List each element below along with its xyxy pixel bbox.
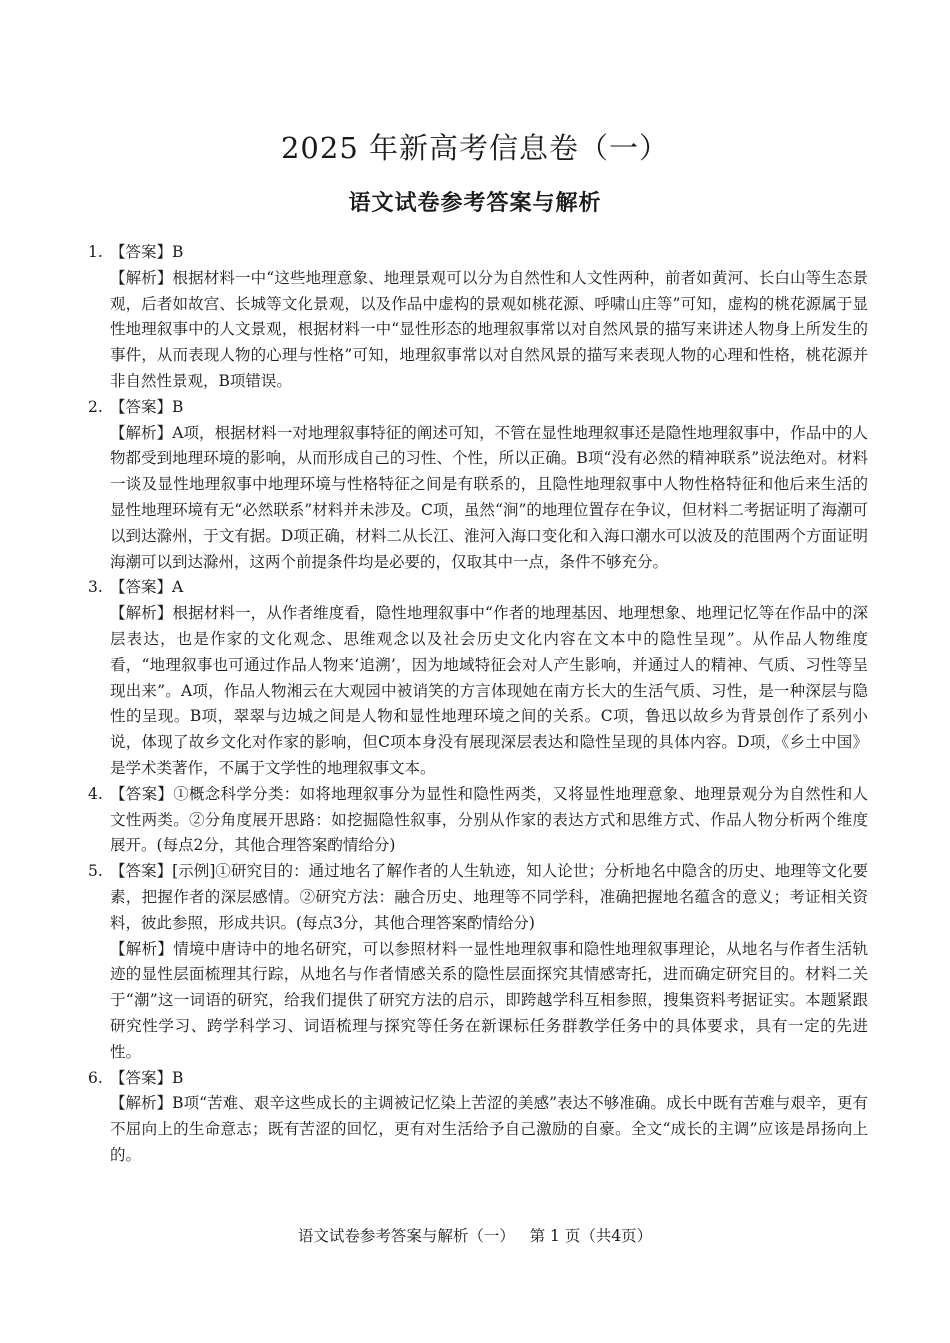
answer-text: 【答案】①概念科学分类：如将地理叙事分为显性和隐性两类，又将显性地理意象、地理景观分为自然性和人文性两类。②分角度展开思路：如挖掘隐性叙事，分别从作家的表达方式和思维方式、作品人物分析两个维度展开。(每点2分，其他合理答案酌情给分) xyxy=(110,784,868,855)
question-3 xyxy=(88,575,868,781)
question-number: 6. xyxy=(88,1068,103,1087)
analysis-text: 【解析】根据材料一，从作者维度看，隐性地理叙事中“作者的地理基因、地理想象、地理记忆等在作品中的深层表达，也是作家的文化观念、思维观念以及社会历史文化内容在文本中的隐性呈现”。从作品人物维度看，“地理叙事也可通过作品人物来‘追溯’，因为地域特征会对人产生影响，并通过人的精神、气质、习性等呈现出来”。A项，作品人物湘云在大观园中被诮笑的方言体现她在南方长大的生活气质、习性，是一种深层与隐性的呈现。B项，翠翠与边城之间是人物和显性地理环境之间的关系。C项，鲁迅以故乡为背景创作了系列小说，体现了故乡文化对作家的影响，但C项本身没有展现深层表达和隐性呈现的具体内容。D项，《乡土中国》是学术类著作，不属于文学性的地理叙事文本。 xyxy=(110,604,868,777)
analysis-text: 【解析】A项，根据材料一对地理叙事特征的阐述可知，不管在显性地理叙事还是隐性地理叙事中，作品中的人物都受到地理环境的影响，从而形成自己的习性、个性，所以正确。B项“没有必然的精神联系”说法绝对。材料一谈及显性地理叙事中地理环境与性格特征之间是有联系的，且隐性地理叙事中人物性格特征和他后来生活的显性地理环境有无“必然联系”材料并未涉及。C项，虽然“涧”的地理位置存在争议，但材料二考据证明了海潮可以到达滁州，于文有据。D项正确，材料二从长江、淮河入海口变化和入海口潮水可以波及的范围两个方面证明海潮可以到达滁州，这两个前提条件均是必要的，仅取其中一点，条件不够充分。 xyxy=(110,423,868,571)
question-number: 2. xyxy=(88,397,103,416)
question-number: 1. xyxy=(88,243,103,261)
question-1 xyxy=(88,240,868,395)
question-2 xyxy=(88,395,868,576)
analysis-text: 【解析】根据材料一中“这些地理意象、地理景观可以分为自然性和人文性两种，前者如黄河、长白山等生态景观，后者如故宫、长城等文化景观，以及作品中虚构的景观如桃花源、呼啸山庄等”可知，虚构的桃花源属于显性地理叙事中的人文景观，根据材料一中“显性形态的地理叙事常以对自然风景的描写来讲述人物身上所发生的事件，从而表现人物的心理与性格”可知，地理叙事常以对自然风景的描写来表现人物的心理和性格，桃花源并非自然性景观，B项错误。 xyxy=(110,268,868,390)
answer-text: 【答案】[示例]①研究目的：通过地名了解作者的人生轨迹，知人论世；分析地名中隐含的历史、地理等文化要素，把握作者的深层感情。②研究方法：融合历史、地理等不同学科，准确把握地名蕴含的意义；考证相关资料，彼此参照，形成共识。(每点3分，其他合理答案酌情给分) xyxy=(110,862,868,932)
answer-text: 【答案】B xyxy=(110,243,184,261)
question-6 xyxy=(88,1066,868,1169)
question-4 xyxy=(88,782,868,859)
page-title: 2025 年新高考信息卷（一） xyxy=(280,131,670,165)
question-number: 4. xyxy=(88,784,103,803)
question-5 xyxy=(88,859,868,1065)
page-subtitle: 语文试卷参考答案与解析 xyxy=(348,191,602,216)
answer-text: 【答案】B xyxy=(110,1068,184,1087)
analysis-text: 【解析】B项“苦难、艰辛这些成长的主调被记忆染上苦涩的美感”表达不够准确。成长中既有苦难与艰辛，更有不屈向上的生命意志；既有苦涩的回忆，更有对生活给予自己激励的自豪。全文“成长的主调”应该是昂扬向上的。 xyxy=(110,1094,868,1164)
question-number: 3. xyxy=(88,578,103,597)
answer-text: 【答案】A xyxy=(110,578,184,597)
footer-page-info: 第 1 页（共4页） xyxy=(529,1227,653,1245)
question-number: 5. xyxy=(88,862,103,881)
page-footer xyxy=(0,1224,950,1246)
answer-text: 【答案】B xyxy=(110,397,184,416)
answer-list xyxy=(88,240,868,1169)
footer-doc-name: 语文试卷参考答案与解析（一） xyxy=(297,1227,515,1245)
analysis-text: 【解析】情境中唐诗中的地名研究，可以参照材料一显性地理叙事和隐性地理叙事理论，从地名与作者生活轨迹的显性层面梳理其行踪，从地名与作者情感关系的隐性层面探究其情感寄托，进而确定研究目的。材料二关于“潮”这一词语的研究，给我们提供了研究方法的启示，即跨越学科互相参照，搜集资料考据证实。本题紧跟研究性学习、跨学科学习、词语梳理与探究等任务在新课标任务群教学任务中的具体要求，具有一定的先进性。 xyxy=(110,939,868,1061)
